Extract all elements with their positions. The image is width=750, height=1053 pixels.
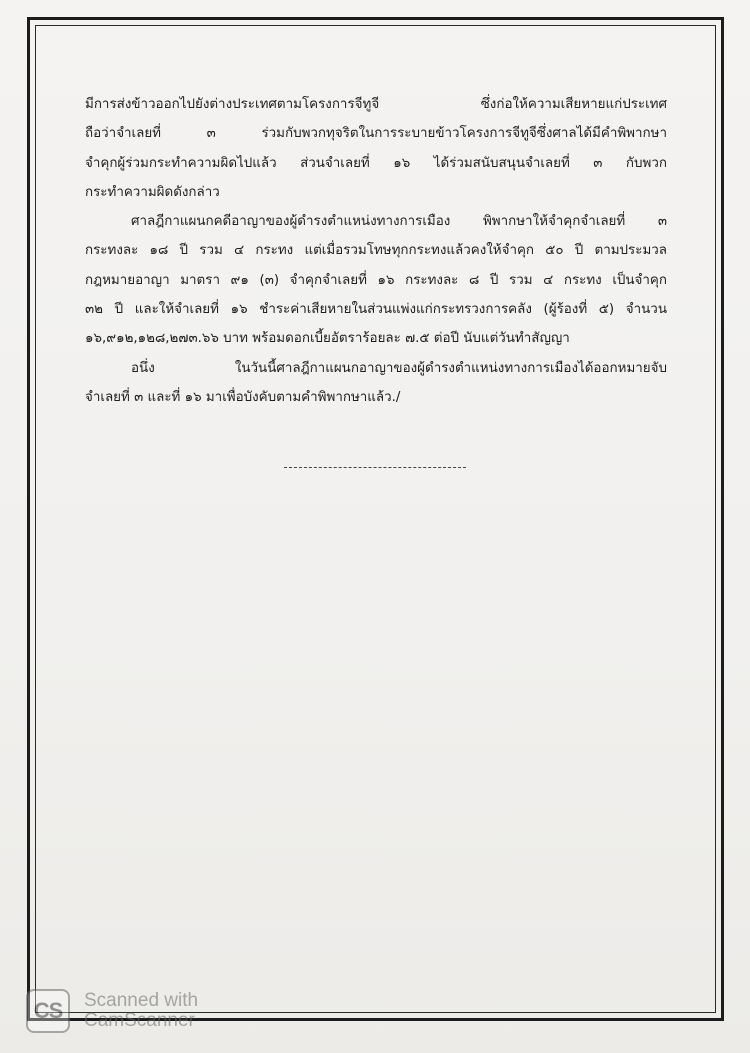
paragraph-line: ศาลฎีกาแผนกคดีอาญาของผู้ดำรงตำแหน่งทางการเมือง พิพากษาให้จำคุกจำเลยที่ ๓: [131, 214, 667, 230]
paragraph-line: ๑๖,๙๑๒,๑๒๘,๒๗๓.๖๖ บาท พร้อมดอกเบี้ยอัตราร้อยละ ๗.๕ ต่อปี นับแต่วันทำสัญญา: [85, 331, 570, 347]
paragraph-line: จำเลยที่ ๓ และที่ ๑๖ มาเพื่อบังคับตามคำพิพากษาแล้ว./: [85, 389, 401, 405]
scanner-watermark: [26, 988, 198, 1034]
watermark-text: [84, 991, 198, 1031]
end-divider: [284, 467, 466, 468]
paragraph-line: กระทำความผิดดังกล่าว: [85, 184, 220, 200]
paragraph-line: อนึ่ง ในวันนี้ศาลฎีกาแผนกอาญาของผู้ดำรงตำแหน่งทางการเมืองได้ออกหมายจับ: [131, 360, 667, 376]
paragraph-line: กฎหมายอาญา มาตรา ๙๑ (๓) จำคุกจำเลยที่ ๑๖ กระทงละ ๘ ปี รวม ๔ กระทง เป็นจำคุก: [85, 272, 667, 288]
paragraph-line: ๓๒ ปี และให้จำเลยที่ ๑๖ ชำระค่าเสียหายในส่วนแพ่งแก่กระทรวงการคลัง (ผู้ร้องที่ ๕) จำนวน: [85, 302, 667, 318]
watermark-line1: Scanned with: [84, 990, 199, 1011]
camscanner-logo-icon: CS: [26, 989, 70, 1033]
paragraph-line: กระทงละ ๑๘ ปี รวม ๔ กระทง แต่เมื่อรวมโทษทุกกระทงแล้วคงให้จำคุก ๕๐ ปี ตามประมวล: [85, 243, 667, 259]
paragraph-line: ถือว่าจำเลยที่ ๓ ร่วมกับพวกทุจริตในการระบายข้าวโครงการจีทูจีซึ่งศาลได้มีคำพิพากษา: [85, 126, 667, 142]
watermark-line2: CamScanner: [84, 1010, 195, 1031]
paragraph-line: จำคุกผู้ร่วมกระทำความผิดไปแล้ว ส่วนจำเลยที่ ๑๖ ได้ร่วมสนับสนุนจำเลยที่ ๓ กับพวก: [85, 155, 667, 171]
paragraph-line: มีการส่งข้าวออกไปยังต่างประเทศตามโครงการจีทูจี ซึ่งก่อให้ความเสียหายแก่ประเทศ: [85, 97, 667, 112]
document-body: [85, 90, 667, 412]
